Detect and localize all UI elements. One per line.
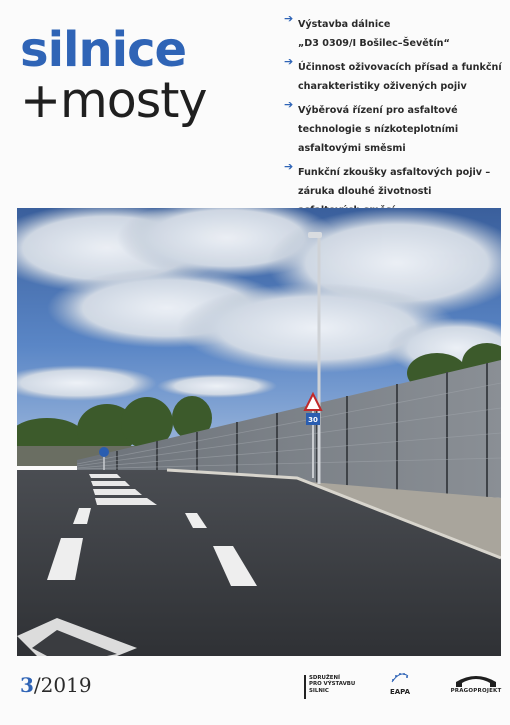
contents-item-text: Výběrová řízení pro asfaltové technologie s nízkoteplotními asfaltovými směsmi [298,105,459,154]
arrow-icon: ➔ [284,55,294,68]
contents-item [284,55,506,93]
issue-number [20,673,92,697]
eapa-logo [383,668,417,702]
contents-list [284,12,506,222]
masthead [20,22,207,129]
eapa-stars-icon [389,668,411,688]
pragoprojekt-logo-text: PRAGOPROJEKT [450,688,502,694]
issue-number-value: 3 [20,673,34,697]
sps-logo-text: SDRUŽENÍ PRO VÝSTAVBU SILNIC [309,675,356,694]
cover-photo [17,208,501,656]
contents-item-text: Výstavba dálnice „D3 0309/I Bošilec–Ševětín“ [298,19,450,49]
contents-item [284,12,506,50]
arrow-icon: ➔ [284,98,294,111]
pragoprojekt-logo [448,672,504,702]
contents-item-text: Účinnost oživovacích přísad a funkční charakteristiky oživených pojiv [298,62,502,92]
sps-logo-bar [304,675,306,699]
bridge-icon [454,672,498,688]
masthead-title-line2: +mosty [20,72,207,129]
eapa-logo-text: EAPA [389,688,411,696]
speed-sign-text: 30 [308,416,318,424]
contents-item-text: Funkční zkoušky asfaltových pojiv – záruka dlouhé životnosti [298,167,491,197]
masthead-title-line1: silnice [20,22,187,78]
arrow-icon: ➔ [284,12,294,25]
arrow-icon: ➔ [284,160,294,173]
contents-item [284,98,506,155]
issue-year: /2019 [33,673,92,697]
sps-logo [304,675,362,699]
